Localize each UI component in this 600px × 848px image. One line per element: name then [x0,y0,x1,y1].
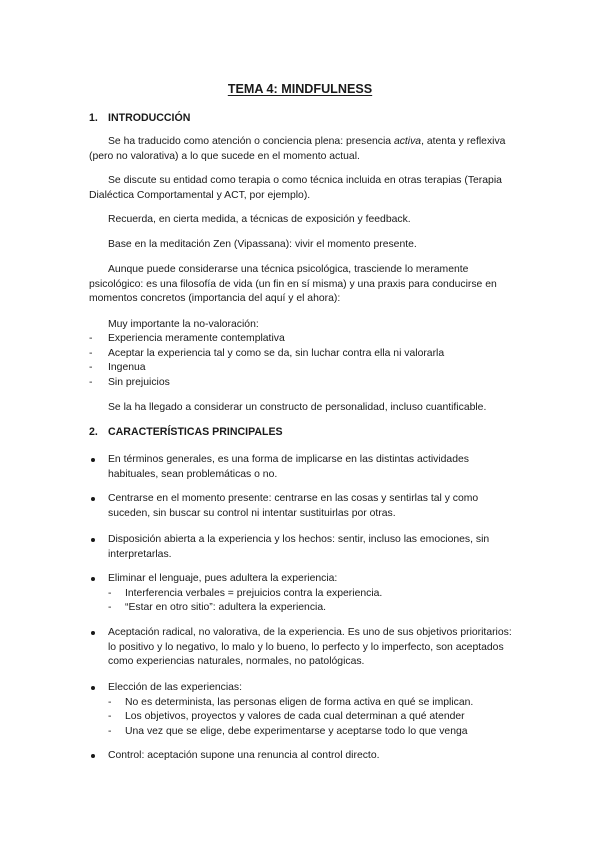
section-heading-introduccion [89,111,190,126]
list-item: - Experiencia meramente contemplativa [89,332,519,347]
bullet-icon [91,686,95,690]
sub-list [108,696,519,740]
sub-list-item: - “Estar en otro sitio”: adultera la experiencia. [108,601,519,616]
section-number: 1. [89,112,98,124]
bullet-item: En términos generales, es una forma de implicarse en las distintas actividades habituales, sean problemáticas o no. [89,453,519,482]
bullet-item: Disposición abierta a la experiencia y los hechos: sentir, incluso las emociones, sin interpretarlas. [89,533,519,562]
document-title: TEMA 4: MINDFULNESS [227,82,373,96]
section-heading-text: CARACTERÍSTICAS PRINCIPALES [108,426,283,438]
sub-list [108,587,519,616]
sub-list-item: - Los objetivos, proyectos y valores de cada cual determinan a qué atender [108,710,519,725]
paragraph-constructo: Se la ha llegado a considerar un constructo de personalidad, incluso cuantificable. [108,402,487,413]
bullet-item: Centrarse en el momento presente: centrarse en las cosas y sentirlas tal y como suceden, sin buscar su control ni intentar sustituirlas por otras. [89,492,519,521]
paragraph-zen: Base en la meditación Zen (Vipassana): vivir el momento presente. [108,239,417,250]
bullet-icon [91,538,95,542]
bullet-item: Control: aceptación supone una renuncia al control directo. [89,749,519,764]
bullet-item: Eliminar el lenguaje, pues adultera la experiencia: - Interferencia verbales = prejuicios contra la experiencia. - “Estar en otro sitio”: adultera la experiencia. [89,572,519,616]
sub-list-item: - No es determinista, las personas eligen de forma activa en qué se implican. [108,696,519,711]
section-heading-caracteristicas [89,425,283,440]
bullet-item: Elección de las experiencias: - No es determinista, las personas eligen de forma activa en qué se implican. - Los objetivos, proyectos y valores de cada cual determinan a qué atender - Una vez que se elige, debe experimentarse y aceptarse todo lo que venga [89,681,519,739]
list-item: - Ingenua [89,361,519,376]
list-item: - Sin prejuicios [89,376,519,391]
paragraph-entity: Se discute su entidad como terapia o como técnica incluida en otras terapias (Terapia Dialéctica Comportamental y ACT, por ejemplo). [89,175,502,201]
section-number: 2. [89,426,98,438]
paragraph-definition: Se ha traducido como atención o conciencia plena: presencia activa, atenta y reflexiva (pero no valorativa) a lo que sucede en el momento actual. [89,136,506,162]
bullet-icon [91,577,95,581]
list-item: - Aceptar la experiencia tal y como se da, sin luchar contra ella ni valorarla [89,347,519,362]
section-heading-text: INTRODUCCIÓN [108,112,191,124]
bullet-item: Aceptación radical, no valorativa, de la experiencia. Es uno de sus objetivos prioritarios: lo positivo y lo negativo, lo malo y lo bueno, lo perfecto y lo imperfecto, son aceptados como experiencias naturales, normales, no patológicas. [89,626,519,670]
paragraph-recall: Recuerda, en cierta medida, a técnicas de exposición y feedback. [108,214,411,225]
paragraph-no-valoracion: Muy importante la no-valoración: [108,319,259,330]
bullet-icon [91,497,95,501]
bullet-icon [91,631,95,635]
bullet-icon [91,458,95,462]
paragraph-philosophy: Aunque puede considerarse una técnica psicológica, trasciende lo meramente psicológico: es una filosofía de vida (un fin en sí misma) y una praxis para conducirse en momentos concretos (importancia del aquí y el ahora): [89,264,497,304]
bullet-icon [91,754,95,758]
dash-list [89,332,519,390]
sub-list-item: - Una vez que se elige, debe experimentarse y aceptarse todo lo que venga [108,725,519,740]
sub-list-item: - Interferencia verbales = prejuicios contra la experiencia. [108,587,519,602]
italic-word: activa [393,136,422,147]
